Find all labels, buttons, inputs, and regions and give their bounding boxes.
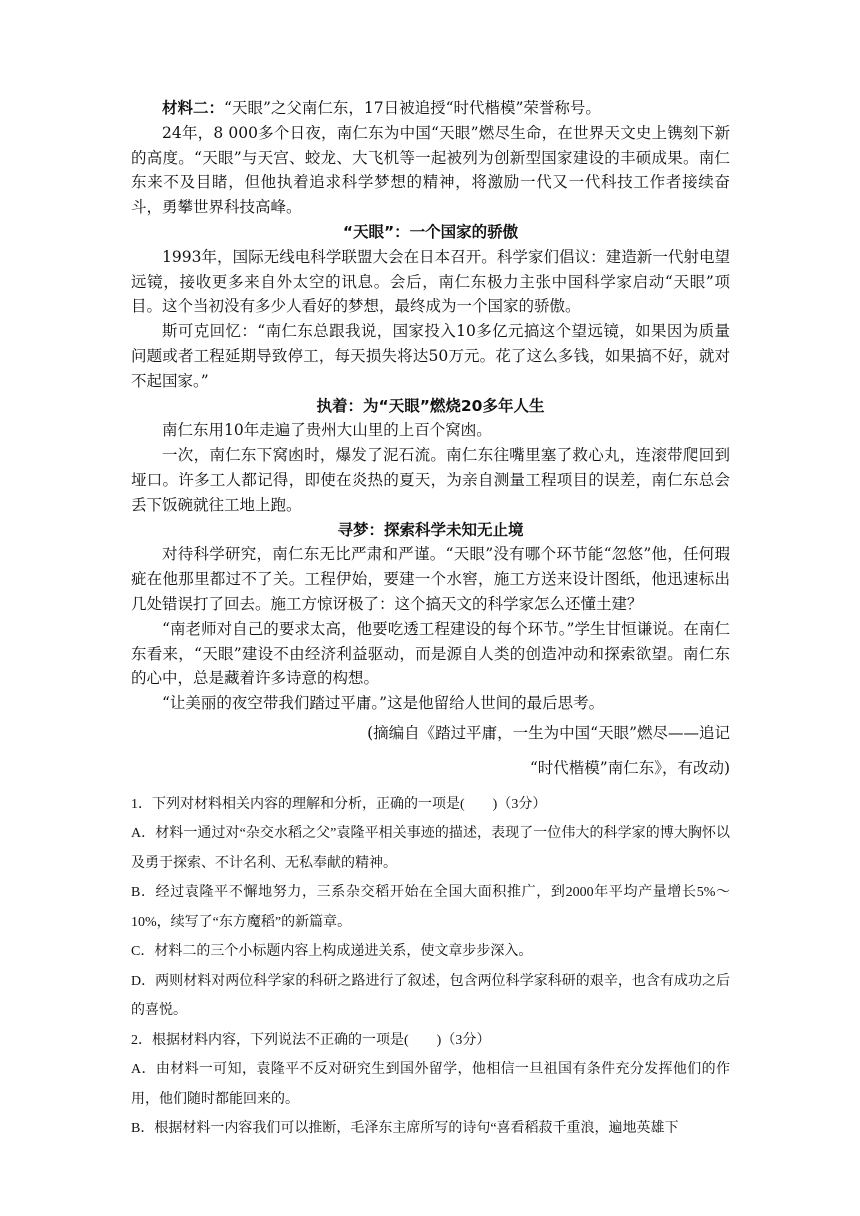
material2-title — [131, 96, 730, 121]
question-1 — [131, 790, 730, 1026]
section1-paragraph-2: 斯可克回忆：“南仁东总跟我说，国家投入10多亿元搞这个望远镜，如果因为质量问题或者工程延期导致停工，每天损失将达50万元。花了这么多钱，如果搞不好，就对不起国家。” — [131, 322, 730, 390]
question-1-stem: 1．下列对材料相关内容的理解和分析，正确的一项是( )（3分） — [131, 796, 547, 812]
question-2-stem: 2．根据材料内容，下列说法不正确的一项是( )（3分） — [131, 1032, 491, 1048]
question-1-option-c: C．材料二的三个小标题内容上构成递进关系，使文章步步深入。 — [131, 944, 533, 960]
question-1-option-d: D．两则材料对两位科学家的科研之路进行了叙述，包含两位科学家科研的艰辛，也含有成功之后的喜悦。 — [131, 973, 730, 1019]
material2-label: 材料二： — [162, 99, 225, 117]
material2-intro: 24年，8 000多个日夜，南仁东为中国“天眼”燃尽生命，在世界天文史上镌刻下新的高度。“天眼”与天宫、蛟龙、大飞机等一起被列为创新型国家建设的丰硕成果。南仁东来不及目睹，但他执着追求科学梦想的精神，将激励一代又一代科技工作者接续奋斗，勇攀世界科技高峰。 — [131, 123, 730, 217]
section-heading-3: 寻梦：探索科学未知无止境 — [337, 520, 524, 539]
question-1-option-b: B．经过袁隆平不懈地努力，三系杂交稻开始在全国大面积推广，到2000年平均产量增长5%～10%，续写了“东方魔稻”的新篇章。 — [131, 885, 730, 930]
section3-paragraph-2: “南老师对自己的要求太高，他要吃透工程建设的每个环节。”学生甘恒谦说。在南仁东看来，“天眼”建设不由经济利益驱动，而是源自人类的创造冲动和探索欲望。南仁东的心中，总是藏着许多诗意的构想。 — [131, 619, 730, 688]
section2-paragraph-1: 南仁东用10年走遍了贵州大山里的上百个窝凼。 — [162, 421, 492, 440]
question-2-option-a: A．由材料一可知，袁隆平不反对研究生到国外留学，他相信一旦祖国有条件充分发挥他们的作用，他们随时都能回来的。 — [131, 1062, 730, 1107]
source-citation-line-2: “时代楷模”南仁东》，有改动) — [529, 758, 730, 777]
section3-paragraph-1: 对待科学研究，南仁东无比严肃和严谨。“天眼”没有哪个环节能“忽悠”他，任何瑕疵在他那里都过不了关。工程伊始，要建一个水窖，施工方送来设计图纸，他迅速标出几处错误打了回去。施工方惊讶极了：这个搞天文的科学家怎么还懂土建？ — [131, 545, 730, 613]
section-heading-1: “天眼”：一个国家的骄傲 — [342, 222, 519, 241]
section-heading-2: 执着：为“天眼”燃烧20多年人生 — [316, 396, 545, 415]
document-page — [131, 96, 730, 1144]
question-2 — [131, 1026, 730, 1144]
section3-paragraph-3: “让美丽的夜空带我们踏过平庸。”这是他留给人世间的最后思考。 — [162, 694, 605, 713]
question-1-option-a: A．材料一通过对“杂交水稻之父”袁隆平相关事迹的描述，表现了一位伟大的科学家的博大胸怀以及勇于探索、不计名利、无私奉献的精神。 — [131, 826, 730, 871]
material2-title-text: “天眼”之父南仁东，17日被追授“时代楷模”荣誉称号。 — [224, 99, 601, 117]
section1-paragraph-1: 1993年，国际无线电科学联盟大会在日本召开。科学家们倡议：建造新一代射电望远镜，接收更多来自外太空的讯息。会后，南仁东极力主张中国科学家启动“天眼”项目。这个当初没有多少人看好的梦想，最终成为一个国家的骄傲。 — [131, 247, 730, 316]
section2-paragraph-2: 一次，南仁东下窝凼时，爆发了泥石流。南仁东往嘴里塞了救心丸，连滚带爬回到垭口。许多工人都记得，即使在炎热的夏天，为亲自测量工程项目的误差，南仁东总会丢下饭碗就往工地上跑。 — [131, 446, 730, 514]
question-2-option-b: B．根据材料一内容我们可以推断，毛泽东主席所写的诗句“喜看稻菽千重浪，遍地英雄下 — [131, 1121, 679, 1137]
source-citation-line-1: (摘编自《踏过平庸，一生为中国“天眼”燃尽——追记 — [367, 723, 730, 742]
